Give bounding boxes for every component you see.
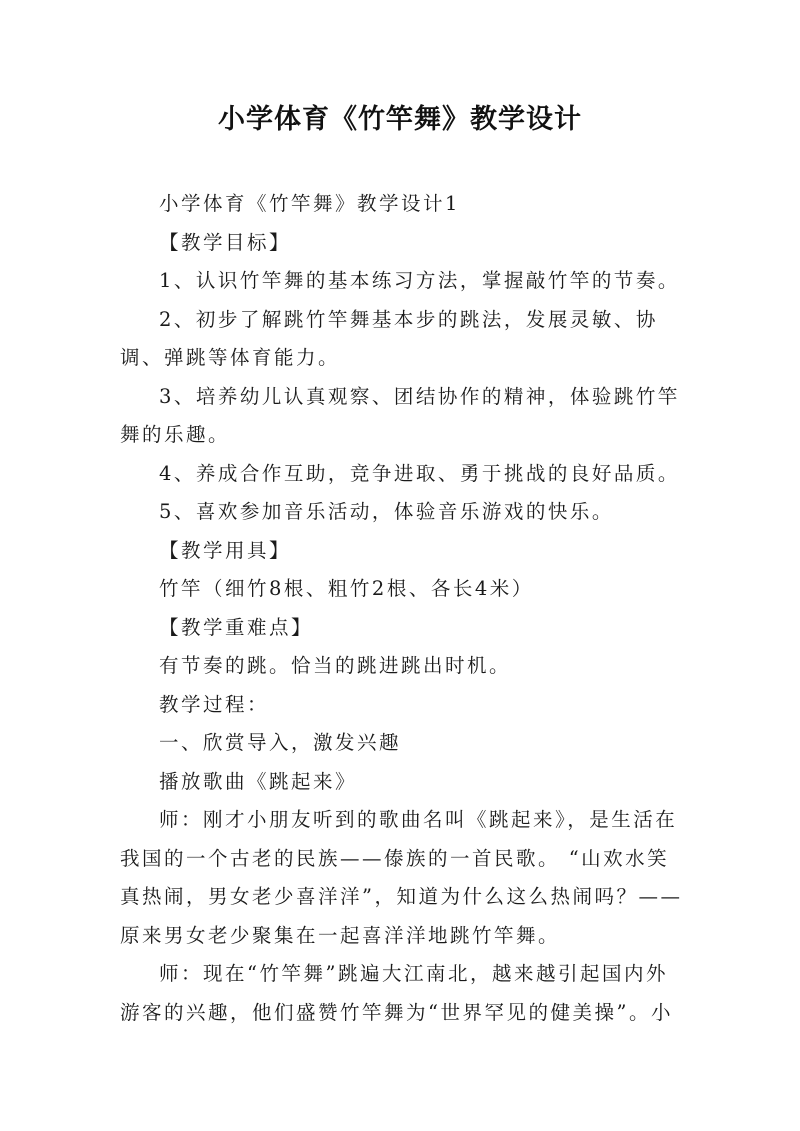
- teacher-paragraph-1: 师：刚才小朋友听到的歌曲名叫《跳起来》，是生活在我国的一个古老的民族——傣族的一首民歌。 “山欢水笑真热闹，男女老少喜洋洋”，知道为什么这么热闹吗？——原来男女老少聚集在一起喜洋洋地跳竹竿舞。: [120, 808, 683, 947]
- tools-text: 竹竿（细竹8根、粗竹2根、各长4米）: [159, 577, 534, 600]
- section-heading-key-points: 【教学重难点】: [159, 615, 314, 639]
- objective-item-2: 2、初步了解跳竹竿舞基本步的跳法，发展灵敏、协调、弹跳等体育能力。: [120, 307, 658, 369]
- paragraph-subtitle: 小学体育《竹竿舞》教学设计1: [159, 192, 460, 215]
- objective-item-4: 4、养成合作互助，竞争进取、勇于挑战的良好品质。: [159, 461, 680, 485]
- step-heading-1: 一、欣赏导入，激发兴趣: [159, 731, 402, 754]
- document-body: [120, 185, 686, 1032]
- step-text-song: 播放歌曲《跳起来》: [159, 769, 358, 793]
- key-points-text: 有节奏的跳。恰当的跳进跳出时机。: [159, 654, 512, 677]
- objective-item-3: 3、培养幼儿认真观察、团结协作的精神，体验跳竹竿舞的乐趣。: [120, 384, 680, 446]
- objective-item-1: 1、认识竹竿舞的基本练习方法，掌握敲竹竿的节奏。: [159, 269, 680, 292]
- objective-item-5: 5、喜欢参加音乐活动，体验音乐游戏的快乐。: [159, 500, 614, 523]
- section-heading-objectives: 【教学目标】: [159, 230, 292, 254]
- teacher-paragraph-2: 师：现在“竹竿舞”跳遍大江南北，越来越引起国内外游客的兴趣，他们盛赞竹竿舞为“世界罕见的健美操”。小: [120, 962, 673, 1024]
- process-heading: 教学过程：: [159, 692, 270, 716]
- section-heading-tools: 【教学用具】: [159, 538, 292, 562]
- document-title: 小学体育《竹竿舞》教学设计: [218, 104, 582, 135]
